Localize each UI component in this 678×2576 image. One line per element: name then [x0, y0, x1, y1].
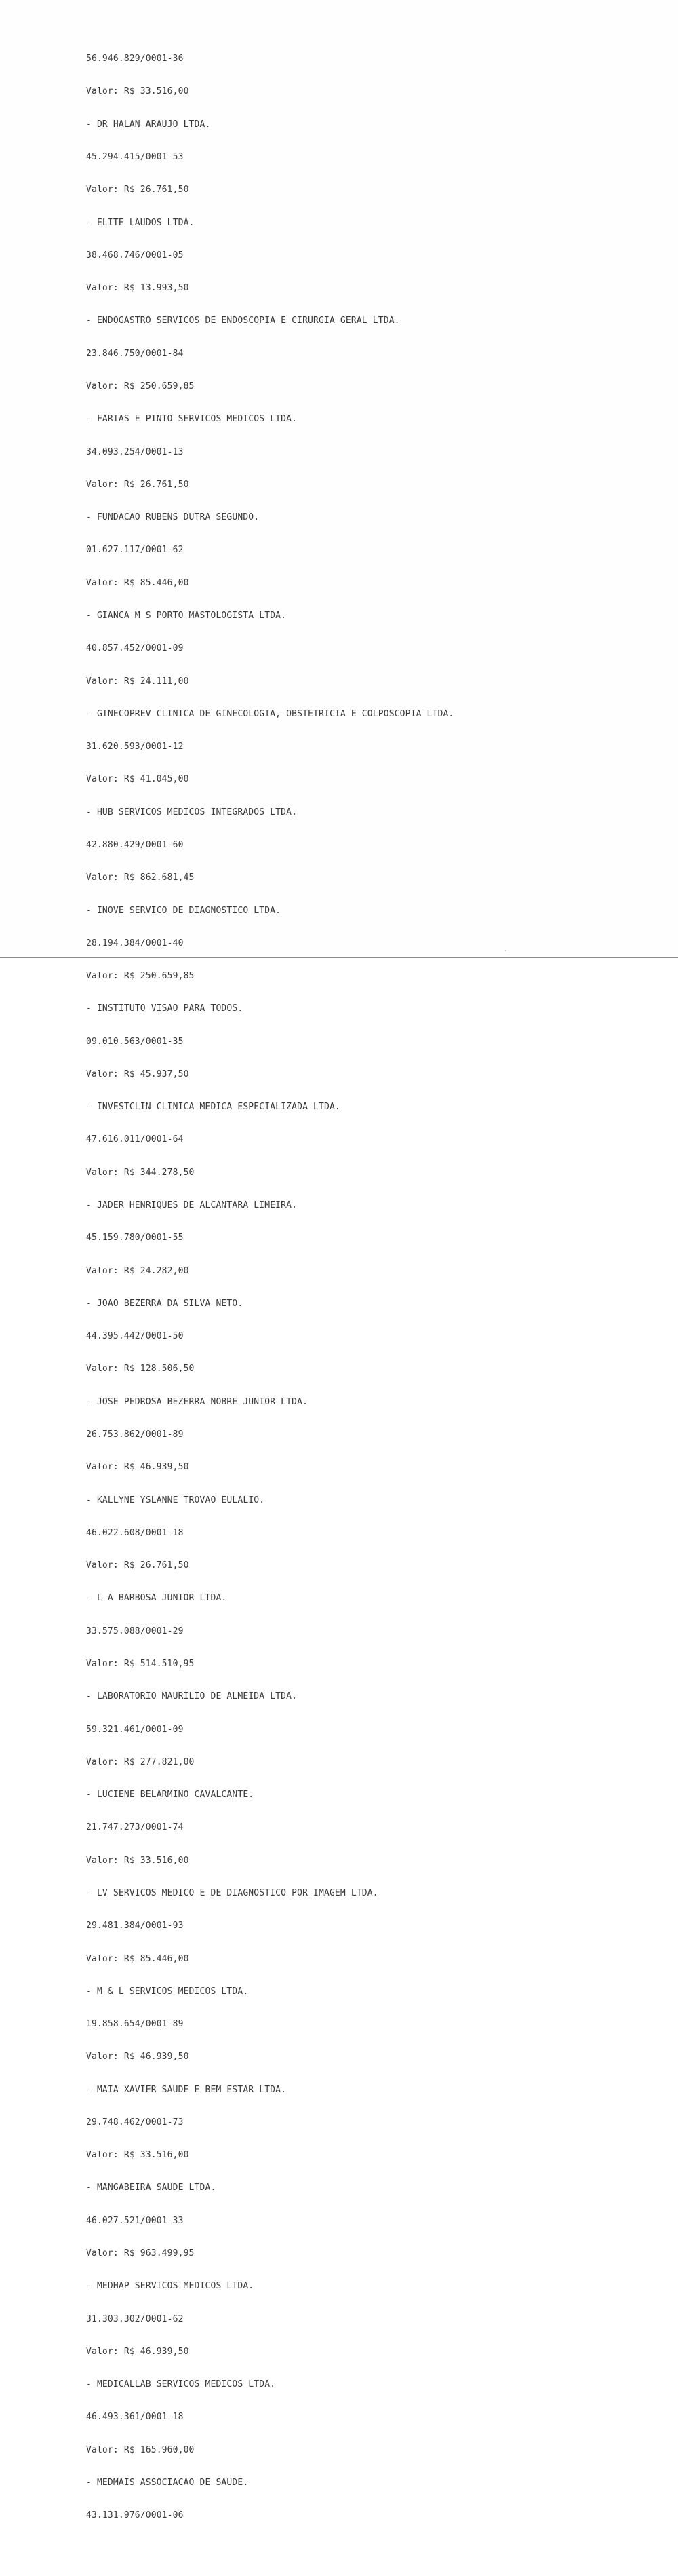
listing-line: Valor: R$ 26.761,50 [86, 185, 189, 195]
listing-line: Valor: R$ 24.282,00 [86, 1265, 189, 1276]
listing-line: - L A BARBOSA JUNIOR LTDA. [86, 1593, 227, 1604]
listing-line: - MEDICALLAB SERVICOS MEDICOS LTDA. [86, 2379, 276, 2390]
listing-line: Valor: R$ 514.510,95 [86, 1658, 195, 1669]
listing-line: - LABORATORIO MAURILIO DE ALMEIDA LTDA. [86, 1691, 298, 1702]
listing-line: 46.022.608/0001-18 [86, 1527, 184, 1538]
listing-line: - INOVE SERVICO DE DIAGNOSTICO LTDA. [86, 905, 281, 916]
listing-line: Valor: R$ 13.993,50 [86, 283, 189, 294]
listing-line: 45.294.415/0001-53 [86, 152, 184, 163]
listing-line: 43.131.976/0001-06 [86, 2510, 184, 2521]
listing-line: 38.468.746/0001-05 [86, 250, 184, 261]
listing-line: - MEDMAIS ASSOCIACAO DE SAUDE. [86, 2478, 249, 2488]
listing-line: - KALLYNE YSLANNE TROVAO EULALIO. [86, 1495, 265, 1505]
listing-line: 26.753.862/0001-89 [86, 1429, 184, 1440]
supplier-listing [86, 32, 454, 2576]
listing-line: 31.620.593/0001-12 [86, 742, 184, 752]
listing-line: Valor: R$ 33.516,00 [86, 86, 189, 97]
listing-line: - ELITE LAUDOS LTDA. [86, 217, 195, 228]
listing-line: Valor: R$ 46.939,50 [86, 1462, 189, 1473]
listing-line: - LUCIENE BELARMINO CAVALCANTE. [86, 1790, 254, 1801]
listing-line: Valor: R$ 45.937,50 [86, 1069, 189, 1079]
listing-line: 56.946.829/0001-36 [86, 54, 184, 64]
listing-line: Valor: R$ 24.111,00 [86, 676, 189, 687]
listing-line: 46.027.521/0001-33 [86, 2215, 184, 2226]
listing-line: 47.616.011/0001-64 [86, 1134, 184, 1145]
listing-line: Valor: R$ 165.960,00 [86, 2444, 195, 2455]
listing-line: - JOAO BEZERRA DA SILVA NETO. [86, 1298, 243, 1309]
listing-line: - M & L SERVICOS MEDICOS LTDA. [86, 1986, 249, 1997]
listing-line: 46.493.361/0001-18 [86, 2412, 184, 2423]
listing-line: 42.880.429/0001-60 [86, 839, 184, 850]
listing-line: Valor: R$ 33.516,00 [86, 2150, 189, 2161]
listing-line: - LV SERVICOS MEDICO E DE DIAGNOSTICO POR IMAGEM LTDA. [86, 1887, 378, 1898]
listing-line: 19.858.654/0001-89 [86, 2019, 184, 2030]
listing-line: Valor: R$ 85.446,00 [86, 577, 189, 588]
listing-line: Valor: R$ 46.939,50 [86, 2052, 189, 2062]
listing-line: 34.093.254/0001-13 [86, 446, 184, 457]
listing-line: 01.627.117/0001-62 [86, 545, 184, 556]
listing-line: Valor: R$ 33.516,00 [86, 1855, 189, 1866]
listing-line: 21.747.273/0001-74 [86, 1822, 184, 1833]
scan-speck [505, 950, 506, 951]
listing-line: Valor: R$ 862.681,45 [86, 872, 195, 883]
listing-line: - INSTITUTO VISAO PARA TODOS. [86, 1003, 243, 1014]
listing-line: 33.575.088/0001-29 [86, 1626, 184, 1636]
listing-line: Valor: R$ 128.506,50 [86, 1364, 195, 1374]
listing-line: Valor: R$ 963.499,95 [86, 2248, 195, 2259]
listing-line: - JOSE PEDROSA BEZERRA NOBRE JUNIOR LTDA. [86, 1396, 308, 1407]
listing-line: 40.857.452/0001-09 [86, 643, 184, 654]
listing-line: - FUNDACAO RUBENS DUTRA SEGUNDO. [86, 512, 260, 523]
listing-line: 31.303.302/0001-62 [86, 2313, 184, 2324]
listing-line: Valor: R$ 277.821,00 [86, 1756, 195, 1767]
listing-line: 28.194.384/0001-40 [86, 938, 184, 948]
listing-line: - INVESTCLIN CLINICA MEDICA ESPECIALIZADA LTDA. [86, 1102, 340, 1113]
listing-line: Valor: R$ 41.045,00 [86, 774, 189, 785]
listing-line: 29.748.462/0001-73 [86, 2117, 184, 2128]
listing-line: Valor: R$ 344.278,50 [86, 1167, 195, 1178]
listing-line: Valor: R$ 26.761,50 [86, 1560, 189, 1571]
listing-line: - FARIAS E PINTO SERVICOS MEDICOS LTDA. [86, 414, 298, 425]
listing-line: Valor: R$ 46.939,50 [86, 2346, 189, 2357]
listing-line: Valor: R$ 26.761,50 [86, 479, 189, 490]
listing-line: - MAIA XAVIER SAUDE E BEM ESTAR LTDA. [86, 2084, 287, 2095]
listing-line: - ENDOGASTRO SERVICOS DE ENDOSCOPIA E CIRURGIA GERAL LTDA. [86, 315, 400, 326]
listing-line: - HUB SERVICOS MEDICOS INTEGRADOS LTDA. [86, 807, 298, 818]
listing-line: - JADER HENRIQUES DE ALCANTARA LIMEIRA. [86, 1200, 298, 1211]
scan-edge-line [0, 957, 678, 958]
listing-line: 29.481.384/0001-93 [86, 1921, 184, 1931]
listing-line: - MEDHAP SERVICOS MEDICOS LTDA. [86, 2281, 254, 2292]
listing-line: Valor: R$ 250.659,85 [86, 381, 195, 391]
listing-line: Valor: R$ 250.659,85 [86, 971, 195, 982]
listing-line: - GIANCA M S PORTO MASTOLOGISTA LTDA. [86, 610, 287, 621]
listing-line: - GINECOPREV CLINICA DE GINECOLOGIA, OBSTETRICIA E COLPOSCOPIA LTDA. [86, 708, 454, 719]
listing-line: - DR HALAN ARAUJO LTDA. [86, 119, 211, 130]
listing-line: 23.846.750/0001-84 [86, 348, 184, 359]
listing-line: - MANGABEIRA SAUDE LTDA. [86, 2183, 216, 2193]
listing-line: 44.395.442/0001-50 [86, 1331, 184, 1342]
listing-line: Valor: R$ 85.446,00 [86, 1953, 189, 1964]
listing-line: 59.321.461/0001-09 [86, 1724, 184, 1735]
listing-line: 09.010.563/0001-35 [86, 1036, 184, 1047]
listing-line: 45.159.780/0001-55 [86, 1233, 184, 1244]
listing-line [86, 2543, 454, 2554]
